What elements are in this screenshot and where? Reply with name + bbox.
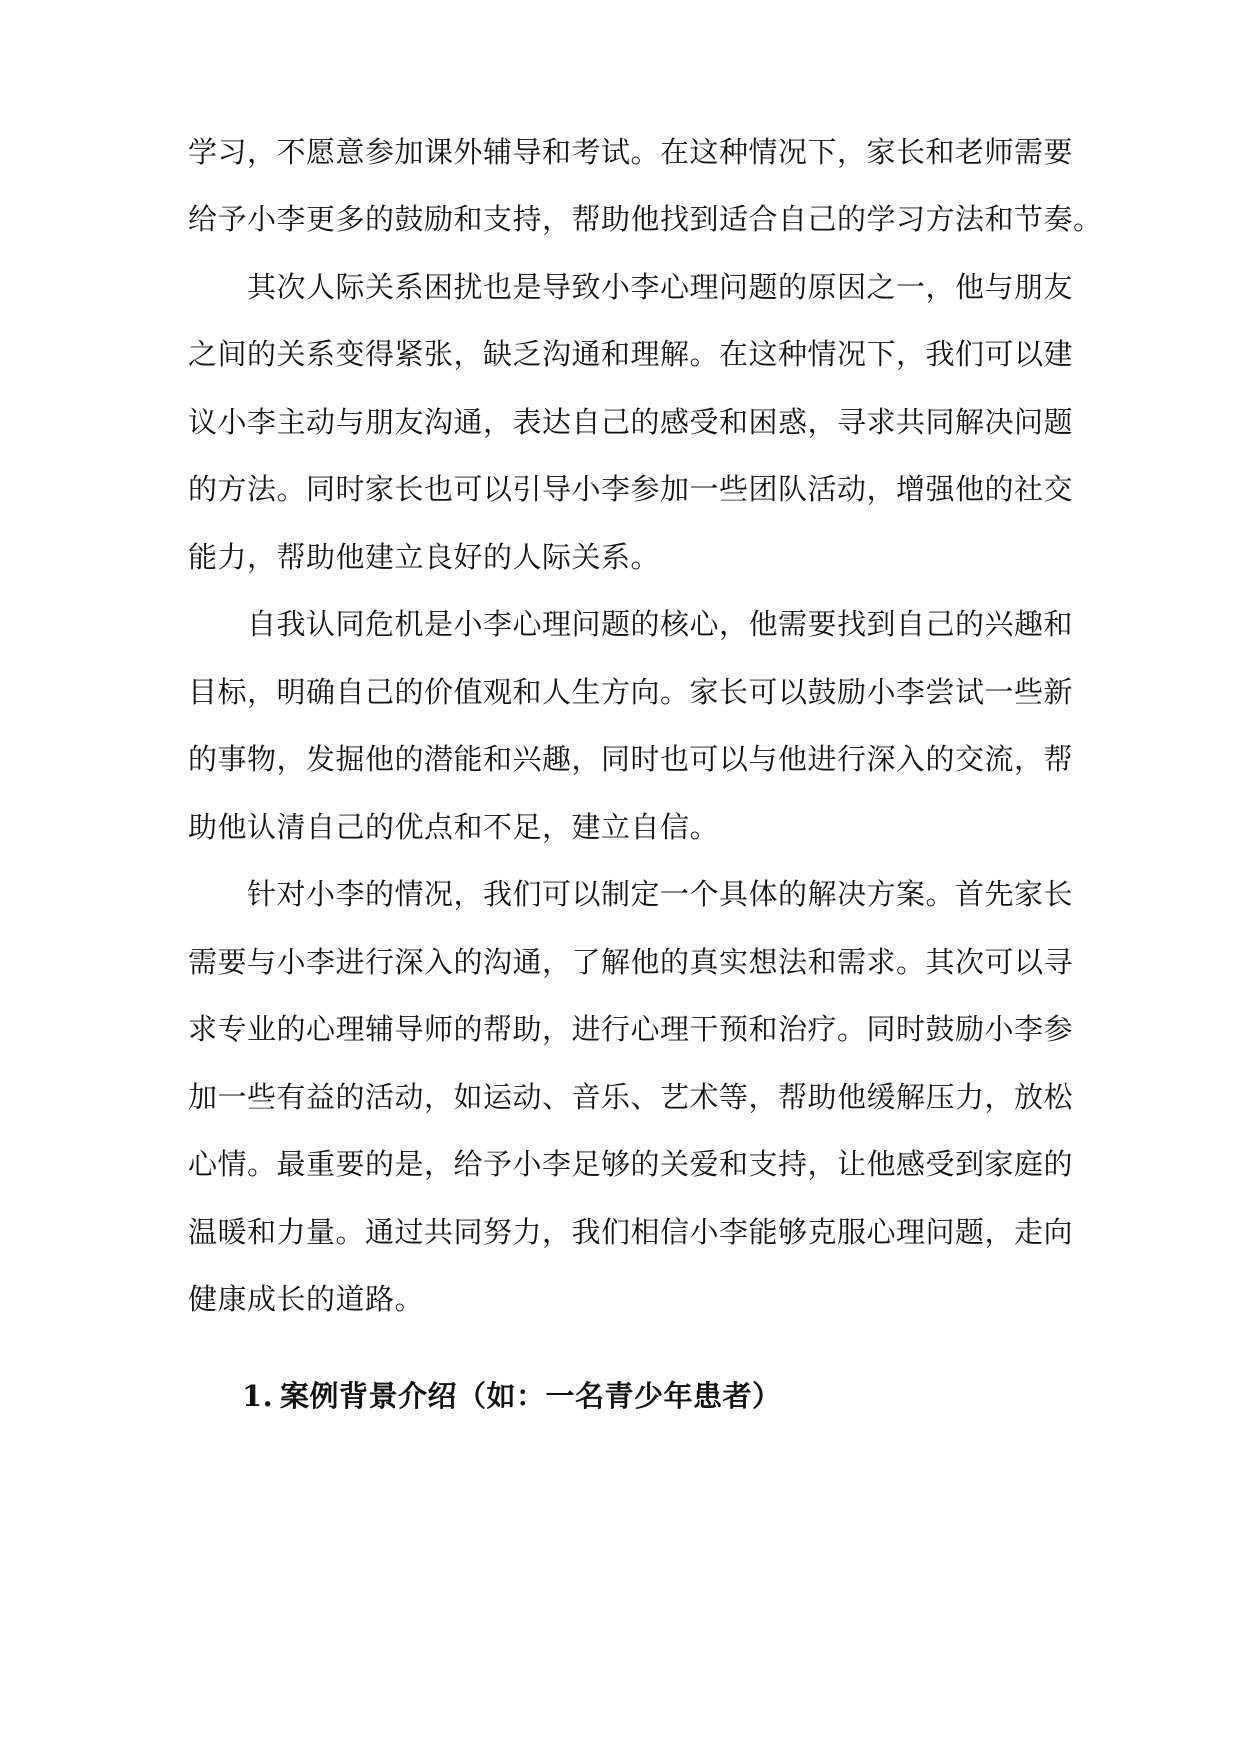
paragraph-line: 健康成长的道路。 (188, 1282, 425, 1316)
section-title: 案例背景介绍（如：一名青少年患者） (280, 1379, 782, 1413)
paragraph-line: 其次人际关系困扰也是导致小李心理问题的原因之一，他与朋友 (247, 270, 1074, 304)
paragraph-line: 学习，不愿意参加课外辅导和考试。在这种情况下，家长和老师需要 (188, 135, 1074, 169)
paragraph-line: 能力，帮助他建立良好的人际关系。 (188, 540, 661, 574)
paragraph-line: 自我认同危机是小李心理问题的核心，他需要找到自己的兴趣和 (247, 607, 1074, 641)
paragraph-line: 给予小李更多的鼓励和支持，帮助他找到适合自己的学习方法和节奏。 (188, 202, 1103, 236)
paragraph-line: 目标，明确自己的价值观和人生方向。家长可以鼓励小李尝试一些新 (188, 675, 1074, 709)
paragraph-line: 之间的关系变得紧张，缺乏沟通和理解。在这种情况下，我们可以建 (188, 337, 1074, 371)
paragraph-line: 议小李主动与朋友沟通，表达自己的感受和困惑，寻求共同解决问题 (188, 405, 1074, 439)
paragraph-line: 温暖和力量。通过共同努力，我们相信小李能够克服心理问题，走向 (188, 1215, 1074, 1249)
section-number: 1. (242, 1379, 274, 1413)
paragraph-line: 求专业的心理辅导师的帮助，进行心理干预和治疗。同时鼓励小李参 (188, 1012, 1074, 1046)
paragraph-line: 需要与小李进行深入的沟通，了解他的真实想法和需求。其次可以寻 (188, 945, 1074, 979)
paragraph-line: 助他认清自己的优点和不足，建立自信。 (188, 810, 720, 844)
paragraph-line: 针对小李的情况，我们可以制定一个具体的解决方案。首先家长 (247, 877, 1074, 911)
paragraph-line: 的事物，发掘他的潜能和兴趣，同时也可以与他进行深入的交流，帮 (188, 742, 1074, 776)
paragraph-line: 加一些有益的活动，如运动、音乐、艺术等，帮助他缓解压力，放松 (188, 1080, 1074, 1114)
paragraph-line: 的方法。同时家长也可以引导小李参加一些团队活动，增强他的社交 (188, 472, 1074, 506)
paragraph-line: 心情。最重要的是，给予小李足够的关爱和支持，让他感受到家庭的 (188, 1147, 1074, 1181)
section-heading (242, 1376, 782, 1416)
